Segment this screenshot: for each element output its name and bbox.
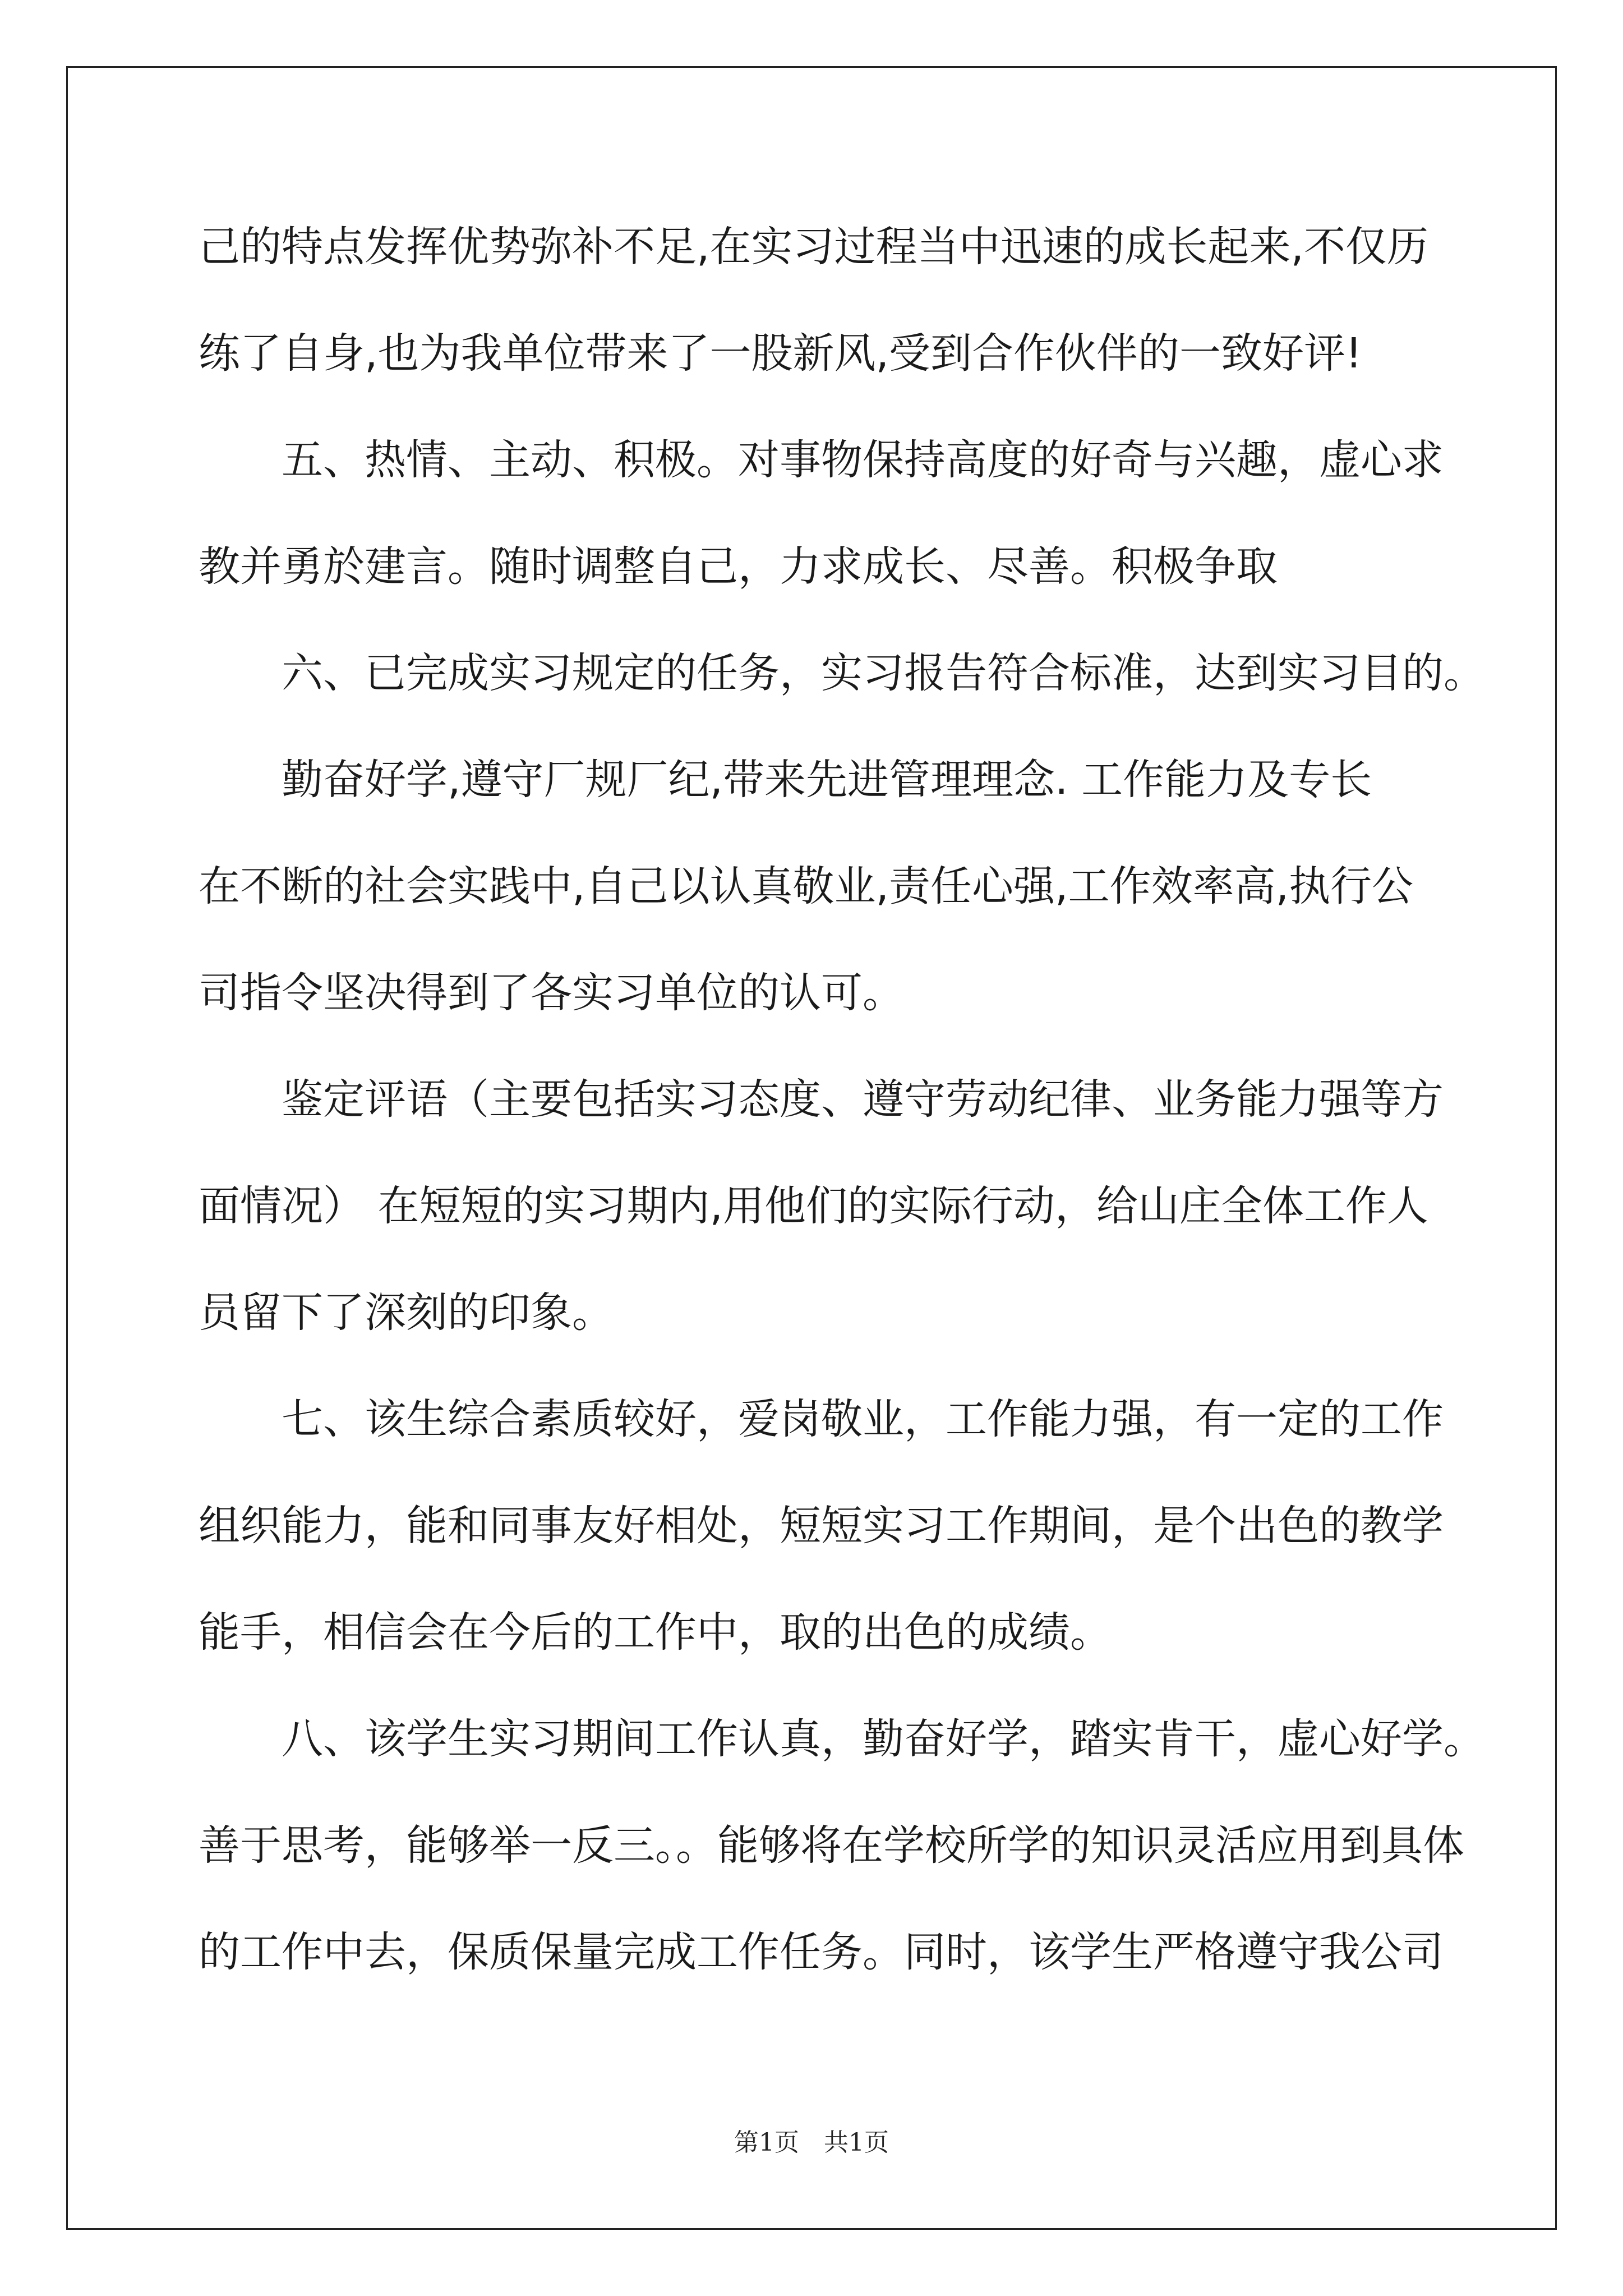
text-line: 教并勇於建言。随时调整自己，力求成长、尽善。积极争取	[199, 542, 1278, 591]
text-line: 鉴定评语（主要包括实习态度、遵守劳动纪律、业务能力强等方	[282, 1075, 1444, 1124]
text-line: 八、该学生实习期间工作认真，勤奋好学，踏实肯干，虚心好学。	[282, 1715, 1485, 1763]
text-line: 员留下了深刻的印象。	[199, 1289, 614, 1337]
text-line: 的工作中去，保质保量完成工作任务。同时，该学生严格遵守我公司	[199, 1928, 1444, 1976]
text-line: 在不断的社会实践中,自己以认真敬业,责任心强,工作效率高,执行公	[199, 862, 1414, 910]
text-line: 善于思考，能够举一反三。。能够将在学校所学的知识灵活应用到具体	[199, 1821, 1464, 1870]
page-number-footer: 第1页 共1页	[734, 2128, 889, 2157]
text-line: 己的特点发挥优势弥补不足,在实习过程当中迅速的成长起来,不仅历	[199, 223, 1429, 271]
text-line: 司指令坚决得到了各实习单位的认可。	[199, 969, 904, 1017]
page-border	[66, 66, 1557, 2230]
text-line: 七、该生综合素质较好，爱岗敬业，工作能力强，有一定的工作	[282, 1395, 1444, 1443]
text-line: 练了自身,也为我单位带来了一股新风,受到合作伙伴的一致好评!	[199, 329, 1362, 378]
text-line: 组织能力，能和同事友好相处，短短实习工作期间，是个出色的教学	[199, 1502, 1444, 1550]
text-line: 勤奋好学,遵守厂规厂纪,带来先进管理理念. 工作能力及专长	[282, 756, 1372, 804]
text-line: 能手，相信会在今后的工作中，取的出色的成绩。	[199, 1608, 1112, 1657]
text-line: 面情况） 在短短的实习期内,用他们的实际行动，给山庄全体工作人	[199, 1182, 1429, 1230]
text-line: 五、热情、主动、积极。对事物保持高度的好奇与兴趣，虚心求	[282, 436, 1444, 484]
text-line: 六、已完成实习规定的任务，实习报告符合标准，达到实习目的。	[282, 649, 1485, 697]
